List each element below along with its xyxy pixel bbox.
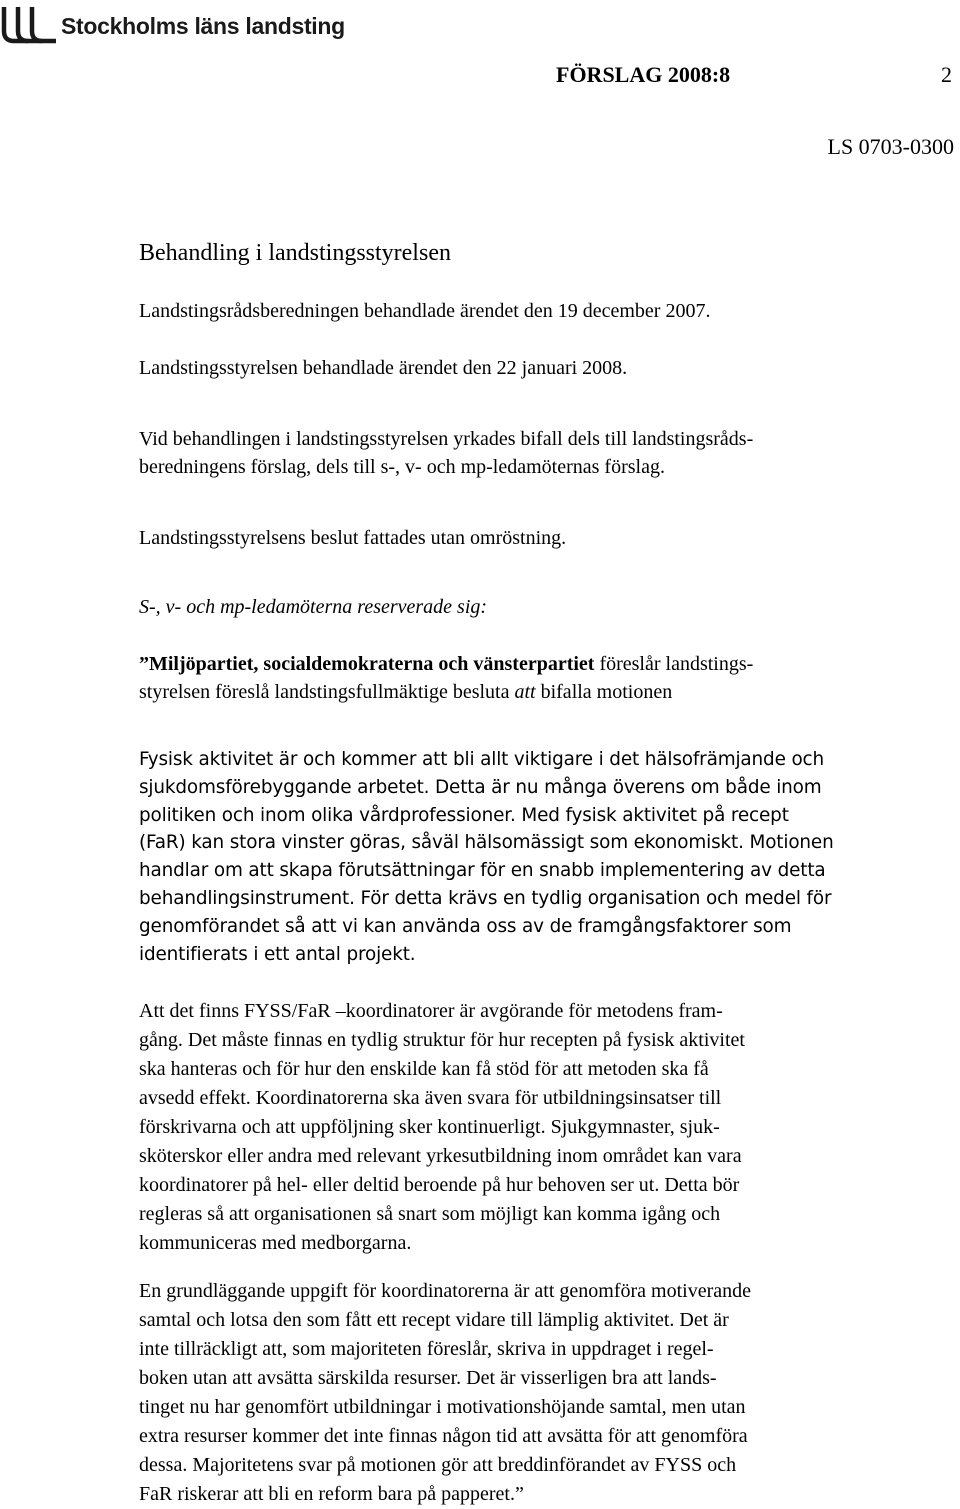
logo-text: Stockholms läns landsting xyxy=(61,12,345,39)
text-line: regleras så att organisationen så snart som möjligt kan komma igång och xyxy=(139,1203,721,1225)
text-line: tinget nu har genomfört utbildningar i motivationshöjande samtal, men utan xyxy=(139,1396,746,1418)
paragraph-1: Landstingsrådsberedningen behandlade ärendet den 19 december 2007. xyxy=(139,300,711,322)
text-line: genomförandet så att vi kan använda oss av de framgångsfaktorer som xyxy=(139,915,792,937)
motion-parties: ”Miljöpartiet, socialdemokraterna och vänsterpartiet xyxy=(139,653,595,675)
text-line: extra resurser kommer det inte finnas någon tid att avsätta för att genomföra xyxy=(139,1425,748,1447)
motion-text: bifalla motionen xyxy=(535,681,673,703)
motion-text: styrelsen föreslå landstingsfullmäktige besluta xyxy=(139,681,515,703)
text-line: Fysisk aktivitet är och kommer att bli allt viktigare i det hälsofrämjande och xyxy=(139,749,825,770)
text-line: kommuniceras med medborgarna. xyxy=(139,1232,412,1254)
paragraph-3-line: beredningens förslag, dels till s-, v- och mp-ledamöternas förslag. xyxy=(139,456,665,478)
motion-text: föreslår landstings- xyxy=(594,653,754,675)
text-line: gång. Det måste finnas en tydlig struktur för hur recepten på fysisk aktivitet xyxy=(139,1029,745,1051)
text-line: En grundläggande uppgift för koordinatorerna är att genomföra motiverande xyxy=(139,1280,752,1302)
text-line: Att det finns FYSS/FaR –koordinatorer är avgörande för metodens fram- xyxy=(139,1000,723,1022)
paragraph-fysisk-aktivitet xyxy=(139,746,929,968)
text-line: FaR riskerar att bli en reform bara på papperet.” xyxy=(139,1483,524,1505)
paragraph-3 xyxy=(139,425,929,481)
header-logo xyxy=(0,6,345,46)
section-heading: Behandling i landstingsstyrelsen xyxy=(139,240,451,266)
reservation-heading-text: S-, v- och mp-ledamöterna reserverade sig: xyxy=(139,596,488,618)
text-line: handlar om att skapa förutsättningar för en snabb implementering av detta xyxy=(139,860,826,882)
text-line: behandlingsinstrument. För detta krävs en tydlig organisation och medel för xyxy=(139,887,832,909)
paragraph-grundlaggande-uppgift xyxy=(139,1277,929,1509)
paragraph-4: Landstingsstyrelsens beslut fattades utan omröstning. xyxy=(139,527,567,549)
motion-line-1 xyxy=(139,650,929,678)
text-line: sköterskor eller andra med relevant yrkesutbildning inom området kan vara xyxy=(139,1145,742,1167)
text-line: dessa. Majoritetens svar på motionen gör att breddinförandet av FYSS och xyxy=(139,1454,737,1476)
text-line: politiken och inom olika vårdprofessioner. Med fysisk aktivitet på recept xyxy=(139,804,789,826)
text-line: förskrivarna och att uppföljning sker kontinuerligt. Sjukgymnaster, sjuk- xyxy=(139,1116,720,1138)
text-line: sjukdomsförebyggande arbetet. Detta är nu många överens om både inom xyxy=(139,776,822,798)
motion-statement xyxy=(139,650,929,706)
motion-att: att xyxy=(514,681,536,703)
paragraph-koordinatorer xyxy=(139,997,929,1258)
document-reference: FÖRSLAG 2008:8 xyxy=(556,62,731,87)
motion-line-2 xyxy=(139,678,929,706)
text-line: avsedd effekt. Koordinatorerna ska även svara för utbildningsinsatser till xyxy=(139,1087,722,1109)
paragraph-3-line: Vid behandlingen i landstingsstyrelsen yrkades bifall dels till landstingsråds- xyxy=(139,428,754,450)
text-line: identifierats i ett antal projekt. xyxy=(139,943,416,965)
text-line: (FaR) kan stora vinster göras, såväl hälsomässigt som ekonomiskt. Motionen xyxy=(139,832,834,854)
text-line: samtal och lotsa den som fått ett recept vidare till lämplig aktivitet. Det är xyxy=(139,1309,729,1331)
text-line: ska hanteras och för hur den enskilde kan få stöd för att metoden ska få xyxy=(139,1058,709,1080)
text-line: inte tillräckligt att, som majoriteten föreslår, skriva in uppdraget i regel- xyxy=(139,1338,714,1360)
case-number: LS 0703-0300 xyxy=(827,134,954,159)
sll-logo-icon xyxy=(0,7,56,45)
reservation-heading xyxy=(139,593,929,621)
paragraph-2: Landstingsstyrelsen behandlade ärendet den 22 januari 2008. xyxy=(139,357,628,379)
text-line: boken utan att avsätta särskilda resurser. Det är visserligen bra att lands- xyxy=(139,1367,717,1389)
page-number: 2 xyxy=(941,62,952,87)
text-line: koordinatorer på hel- eller deltid beroende på hur behoven ser ut. Detta bör xyxy=(139,1174,740,1196)
